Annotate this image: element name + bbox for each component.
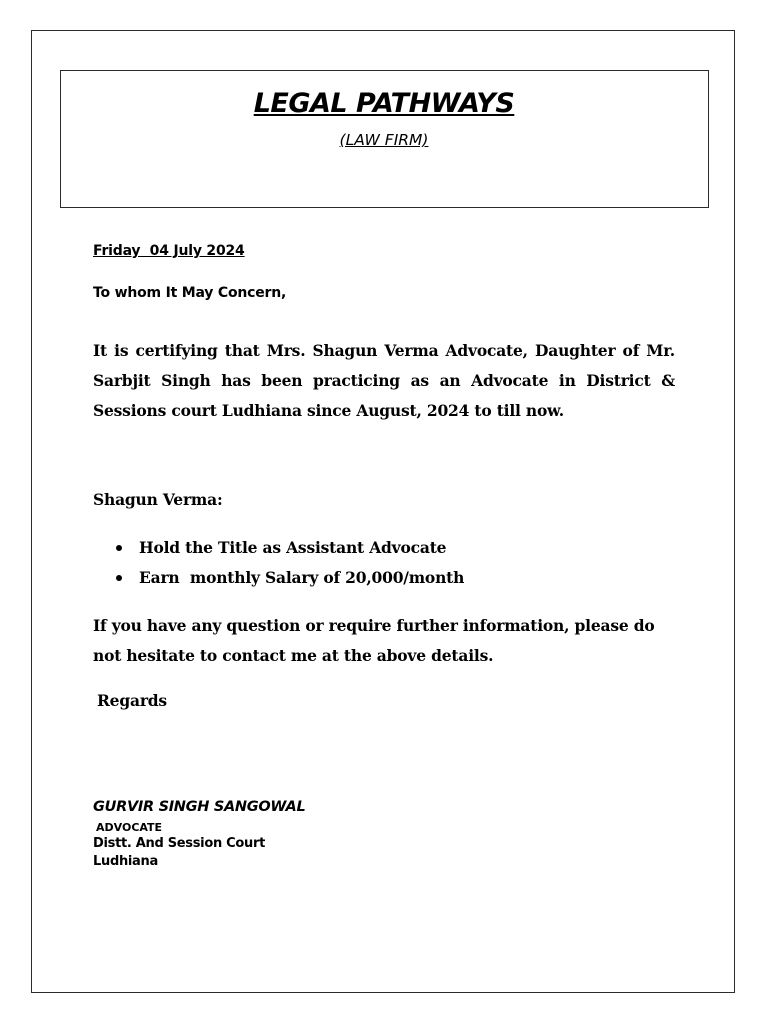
- list-item-text: Hold the Title as Assistant Advocate: [139, 538, 447, 557]
- subject-name: Shagun Verma:: [93, 490, 223, 509]
- bullet-icon: [116, 575, 122, 581]
- salutation: To whom It May Concern,: [93, 285, 287, 301]
- signatory-title: ADVOCATE: [96, 821, 163, 834]
- regards: Regards: [97, 691, 167, 710]
- signatory-city: Ludhiana: [93, 854, 158, 869]
- list-item-text: Earn monthly Salary of 20,000/month: [139, 568, 465, 587]
- firm-type: (LAW FIRM): [339, 131, 429, 149]
- signatory-court: Distt. And Session Court: [93, 836, 266, 851]
- signatory-name: GURVIR SINGH SANGOWAL: [93, 799, 306, 815]
- letter-date: Friday 04 July 2024: [93, 243, 245, 259]
- bullet-icon: [116, 545, 122, 551]
- body-paragraph: It is certifying that Mrs. Shagun Verma Advocate, Daughter of Mr. Sarbjit Singh has been practicing as an Advocate in District & Sessions court Ludhiana since August, 2024 to till now.: [93, 341, 675, 420]
- closing-paragraph: If you have any question or require further information, please do not hesitate to contact me at the above details.: [93, 616, 655, 665]
- firm-name: LEGAL PATHWAYS: [253, 88, 515, 119]
